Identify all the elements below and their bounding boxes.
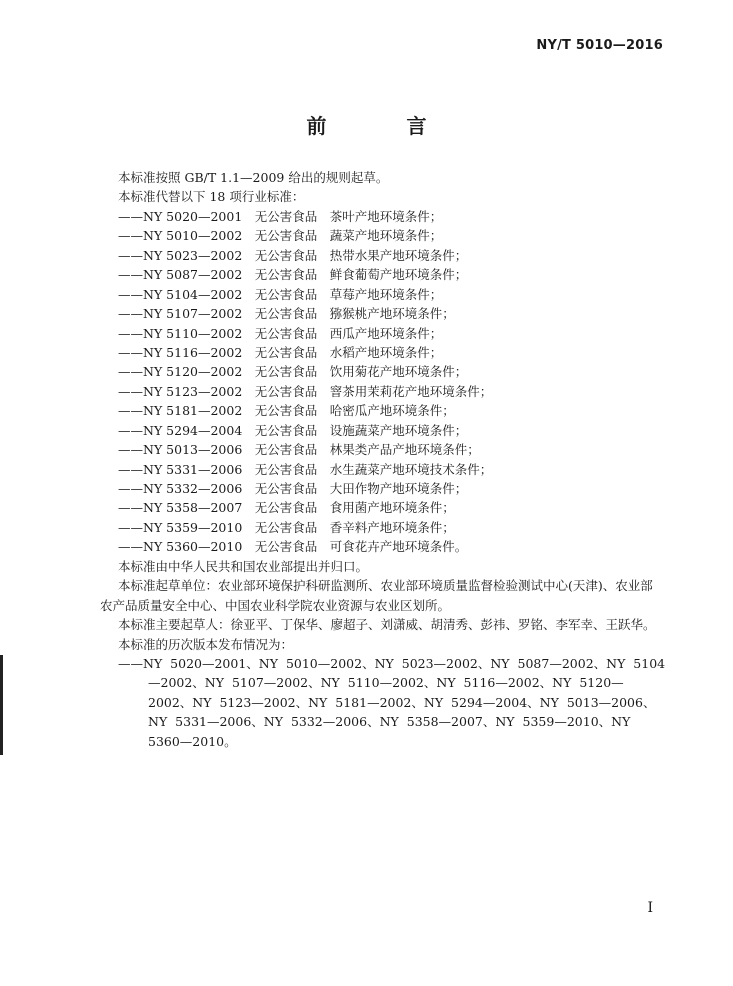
- list-item: ——NY 5123—2002 无公害食品 窨茶用茉莉花产地环境条件；: [118, 383, 493, 399]
- list-item: ——NY 5116—2002 无公害食品 水稻产地环境条件；: [118, 344, 443, 360]
- drafting-units-line-2: 农产品质量安全中心、中国农业科学院农业资源与农业区划所。: [100, 597, 451, 613]
- history-item: ——NY 5020—2001、NY 5010—2002、NY 5023—2002、NY 5087—2002、NY 5104—2002、NY 5107—2002、NY 5110—2002、NY 5116—2002、NY 5120—2002、NY 5123—2002、NY 5181—2002、NY 5294—2004、NY 5013—2006、NY 5331—2006、NY 5332—2006、NY 5358—2007、NY 5359—2010、NY 5360—2010。: [118, 655, 666, 749]
- list-item: ——NY 5331—2006 无公害食品 水生蔬菜产地环境技术条件；: [118, 461, 493, 477]
- replaced-standards-list: [118, 207, 666, 557]
- list-item: ——NY 5087—2002 无公害食品 鲜食葡萄产地环境条件；: [118, 267, 468, 283]
- list-item: ——NY 5010—2002 无公害食品 蔬菜产地环境条件；: [118, 228, 443, 244]
- drafters-line: 本标准主要起草人：徐亚平、丁保华、廖超子、刘潇威、胡清秀、彭祎、罗铭、李军幸、王跃华。: [118, 617, 656, 633]
- list-item: ——NY 5181—2002 无公害食品 哈密瓜产地环境条件；: [118, 403, 455, 419]
- list-item: ——NY 5294—2004 无公害食品 设施蔬菜产地环境条件；: [118, 422, 468, 438]
- list-item: ——NY 5023—2002 无公害食品 热带水果产地环境条件；: [118, 247, 468, 263]
- intro-line-1: 本标准按照 GB/T 1.1—2009 给出的规则起草。: [118, 170, 389, 185]
- page-title: 前 言: [306, 114, 457, 138]
- list-item: ——NY 5120—2002 无公害食品 饮用菊花产地环境条件；: [118, 364, 468, 380]
- standard-code-header: NY/T 5010—2016: [536, 38, 663, 53]
- list-item: ——NY 5110—2002 无公害食品 西瓜产地环境条件；: [118, 325, 443, 341]
- list-item: ——NY 5359—2010 无公害食品 香辛料产地环境条件；: [118, 519, 455, 535]
- list-item: ——NY 5360—2010 无公害食品 可食花卉产地环境条件。: [118, 539, 468, 555]
- history-title: 本标准的历次版本发布情况为：: [118, 636, 294, 652]
- intro-line-2: 本标准代替以下 18 项行业标准：: [118, 189, 305, 205]
- list-item: ——NY 5358—2007 无公害食品 食用菌产地环境条件；: [118, 500, 455, 516]
- page-number: I: [647, 900, 653, 916]
- list-item: ——NY 5104—2002 无公害食品 草莓产地环境条件；: [118, 286, 443, 302]
- foreword-body: [100, 168, 666, 751]
- list-item: ——NY 5013—2006 无公害食品 林果类产品产地环境条件；: [118, 442, 480, 458]
- scan-edge-mark: [0, 655, 3, 755]
- list-item: ——NY 5107—2002 无公害食品 猕猴桃产地环境条件；: [118, 306, 455, 322]
- proposer-line: 本标准由中华人民共和国农业部提出并归口。: [118, 558, 369, 574]
- drafting-units-line-1: 本标准起草单位：农业部环境保护科研监测所、农业部环境质量监督检验测试中心(天津)、农业部: [118, 578, 653, 594]
- list-item: ——NY 5020—2001 无公害食品 茶叶产地环境条件；: [118, 208, 443, 224]
- list-item: ——NY 5332—2006 无公害食品 大田作物产地环境条件；: [118, 481, 468, 496]
